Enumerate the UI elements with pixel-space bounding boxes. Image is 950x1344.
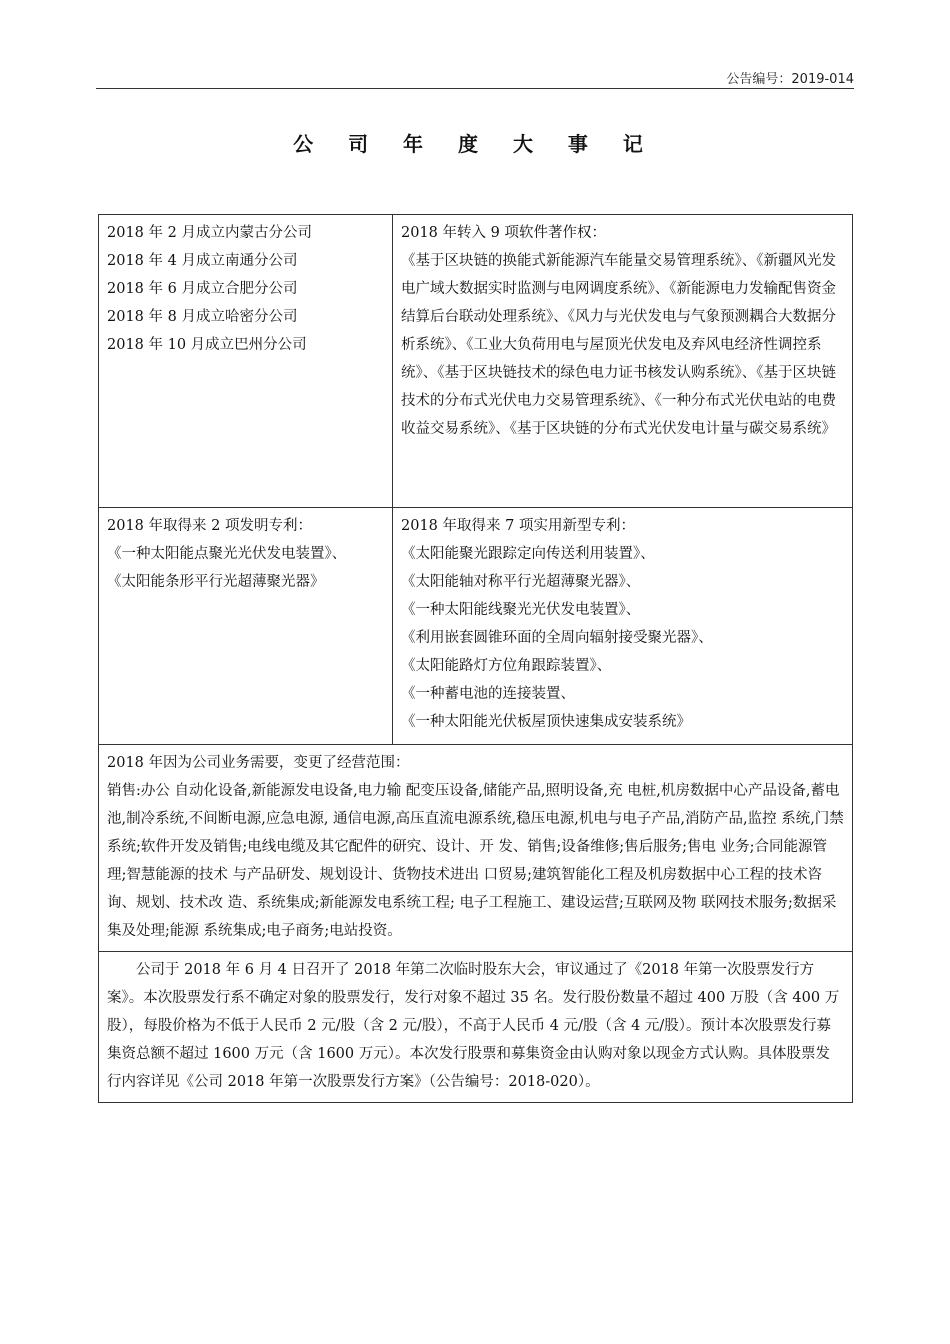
list-item: 2018 年 10 月成立巴州分公司 [107, 337, 307, 353]
table-row [99, 745, 853, 952]
cell-heading: 2018 年取得来 2 项发明专利： [107, 518, 312, 534]
list-item: 2018 年 8 月成立哈密分公司 [107, 309, 298, 325]
list-item: 《一种太阳能光伏板屋顶快速集成安装系统》 [401, 714, 691, 730]
list-item: 《太阳能条形平行光超薄聚光器》 [107, 574, 325, 590]
table-row [99, 952, 853, 1103]
list-item: 2018 年 2 月成立内蒙古分公司 [107, 225, 312, 241]
cell-heading: 2018 年转入 9 项软件著作权： [401, 225, 606, 241]
business-scope-cell [99, 745, 853, 952]
list-item: 《一种太阳能点聚光光伏发电装置》、 [107, 546, 347, 562]
invention-patents-cell [99, 508, 393, 745]
list-item: 《一种太阳能线聚光光伏发电装置》、 [401, 602, 641, 618]
utility-patents-cell [393, 508, 853, 745]
cell-body: 《基于区块链的换能式新能源汽车能量交易管理系统》、《新疆风光发电广域大数据实时监测与电网调度系统》、《新能源电力发输配售资金结算后台联动处理系统》、《风力与光伏发电与气象预测耦合大数据分析系统》、《工业大负荷用电与屋顶光伏发电及弃风电经济性调控系统》、《基于区块链技术的绿色电力证书核发认购系统》、《基于区块链技术的分布式光伏电力交易管理系统》、《一种分布式光伏电站的电费收益交易系统》、《基于区块链的分布式光伏发电计量与碳交易系统》 [401, 253, 836, 437]
list-item: 2018 年 4 月成立南通分公司 [107, 253, 298, 269]
cell-body: 销售:办公 自动化设备,新能源发电设备,电力输 配变压设备,储能产品,照明设备,充 电桩,机房数据中心产品设备,蓄电池,制冷系统,不间断电源,应急电源, 通信电源,高压直流电源系统,稳压电源,机电与电子产品,消防产品,监控 系统,门禁系统;软件开发及销售;电线电缆及其它配件的研究、设计、开 发、销售;设备维修;售后服务;售电 业务;合同能源管理;智慧能源的技术 与产品研发、规划设计、货物技术进出 口贸易;建筑智能化工程及机房数据中心工程的技术咨询、规划、技术改 造、系统集成;新能源发电系统工程; 电子工程施工、建设运营;互联网及物 联网技术服务;数据采集及处理;能源 系统集成;电子商务;电站投资。 [107, 783, 844, 939]
page-title: 公 司 年 度 大 事 记 [293, 132, 657, 156]
list-item: 《太阳能聚光跟踪定向传送利用装置》、 [401, 546, 655, 562]
list-item: 《一种蓄电池的连接装置、 [401, 686, 575, 702]
table-row [99, 215, 853, 508]
branch-offices-cell [99, 215, 393, 508]
table-row [99, 508, 853, 745]
announcement-number: 公告编号：2019-014 [726, 72, 854, 87]
list-item: 《利用嵌套圆锥环面的全周向辐射接受聚光器》、 [401, 630, 713, 646]
stock-issuance-cell [99, 952, 853, 1103]
list-item: 2018 年 6 月成立合肥分公司 [107, 281, 298, 297]
list-item: 《太阳能轴对称平行光超薄聚光器》、 [401, 574, 641, 590]
cell-body: 公司于 2018 年 6 月 4 日召开了 2018 年第二次临时股东大会，审议通过了《2018 年第一次股票发行方案》。本次股票发行系不确定对象的股票发行，发行对象不超过 35 名。发行股份数量不超过 400 万股（含 400 万股），每股价格为不低于人民币 2 元/股（含 2 元/股），不高于人民币 4 元/股（含 4 元/股）。预计本次股票发行募集资总额不超过 1600 万元（含 1600 万元）。本次发行股票和募集资金由认购对象以现金方式认购。具体股票发行内容详见《公司 2018 年第一次股票发行方案》（公告编号：2018-020）。 [107, 962, 840, 1090]
software-copyrights-cell [393, 215, 853, 508]
header-divider [96, 88, 854, 89]
cell-heading: 2018 年取得来 7 项实用新型专利： [401, 518, 635, 534]
events-table [98, 214, 853, 1103]
cell-heading: 2018 年因为公司业务需要，变更了经营范围： [107, 755, 410, 771]
list-item: 《太阳能路灯方位角跟踪装置》、 [401, 658, 612, 674]
